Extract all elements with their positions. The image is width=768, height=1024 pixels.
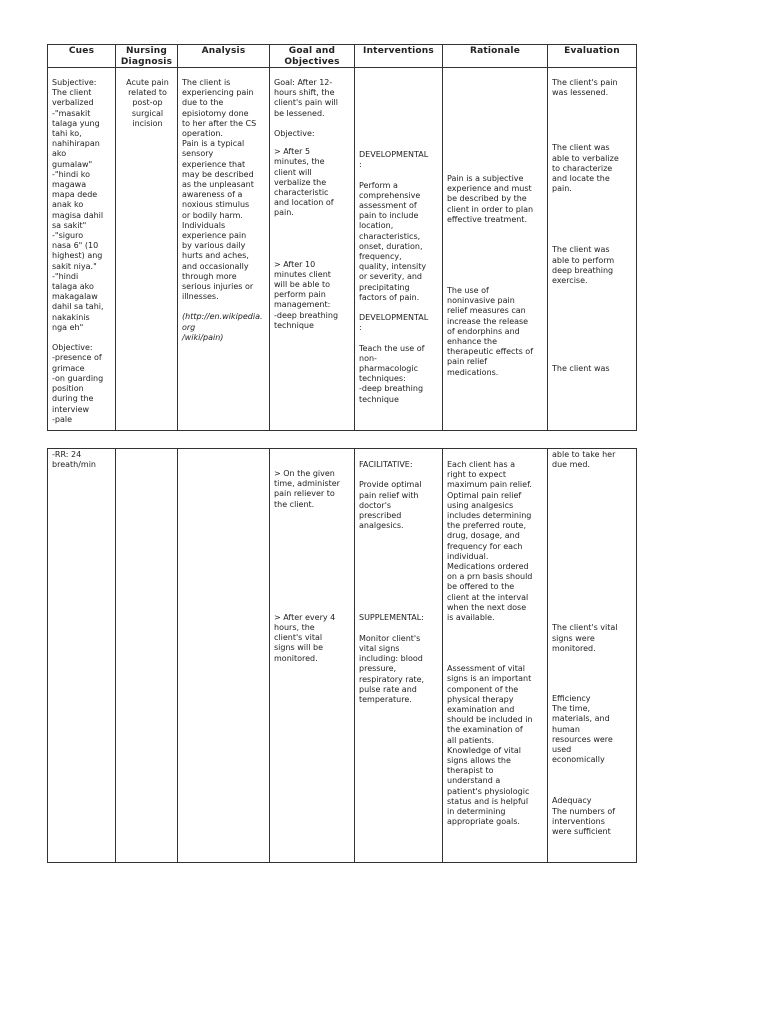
intervention-4: SUPPLEMENTAL: Monitor client's vital signs including: blood pressure, respiratory rate, pulse rate and temperature. [359,613,425,705]
analysis-cell [178,68,270,431]
header-nursing-diagnosis: Nursing Diagnosis [116,45,178,68]
evaluation-efficiency: Efficiency The time, materials, and human resources were used economically [552,694,613,765]
analysis-source: (http://en.wikipedia. org /wiki/pain) [182,312,263,342]
rationale-4: Assessment of vital signs is an important component of the physical therapy examination and should be included in the examination of all patients. Knowledge of vital signs allows the therapist to understand a patient's physiologic status and is helpful in determining appropriate goals. [447,664,533,827]
cues-text: -RR: 24 breath/min [52,450,97,470]
header-goal: Goal and Objectives [270,45,355,68]
evaluation-cell [548,68,637,431]
header-evaluation: Evaluation [548,45,637,68]
table-row [48,68,637,431]
evaluation-3: The client was able to perform deep breathing exercise. [552,245,615,286]
goal-cell [270,449,355,863]
goal-objective-2: > After 10 minutes client will be able to perform pain management: -deep breathing technique [274,259,339,330]
rationale-2: The use of noninvasive pain relief measures can increase the release of endorphins and enhance the therapeutic effects of pain relief medications. [447,286,534,377]
care-plan-table-page1 [47,44,637,431]
nursing-diagnosis-cell [116,68,178,431]
goal-main: Goal: After 12- hours shift, the client's pain will be lessened. Objective: [274,78,338,139]
intervention-3: FACILITATIVE: Provide optimal pain relief with doctor's prescribed analgesics. [359,460,422,531]
cues-cell [48,68,116,431]
care-plan-table-page2 [47,448,637,863]
evaluation-adequacy: Adequacy The numbers of interventions were sufficient [552,796,616,837]
rationale-3: Each client has a right to expect maximum pain relief. Optimal pain relief using analgesics includes determining the preferred route, drug, dosage, and frequency for each individual. Medications ordered on a prn basis should be offered to the client at the interval when the next dose is available. [447,460,533,623]
cues-cell [48,449,116,863]
evaluation-1: The client's pain was lessened. [552,78,618,98]
interventions-cell [355,449,443,863]
nursing-diagnosis-text: Acute pain related to post-op surgical incision [126,78,169,128]
evaluation-4: The client was [552,364,610,374]
goal-objective-1: > After 5 minutes, the client will verbalize the characteristic and location of pain. [274,147,334,218]
interventions-cell [355,68,443,431]
goal-objective-3: > On the given time, administer pain reliever to the client. [274,469,340,509]
rationale-cell [443,68,548,431]
analysis-text: The client is experiencing pain due to the episiotomy done to her after the CS operation. Pain is a typical sensory experience that may be described as the unpleasant awareness of a noxious stimulus or bodily harm. Individuals experience pain by various daily hurts and aches, and occasionally through more serious injuries or illnesses. [182,78,257,302]
evaluation-cell [548,449,637,863]
header-row [48,45,637,68]
rationale-1: Pain is a subjective experience and must be described by the client in order to plan effective treatment. [447,174,534,224]
cues-text: Subjective: The client verbalized -"masakit talaga yung tahi ko, nahihirapan ako gumalaw" -"hindi ko magawa mapa dede anak ko magisa dahil sa sakit" -"siguro nasa 6" (10 highest) ang sakit niya." -"hindi talaga ako makagalaw dahil sa tahi, nakakinis nga eh" Objective: -presence of grimace -on guarding position during the interview -pale [52,78,104,424]
goal-cell [270,68,355,431]
goal-objective-4: > After every 4 hours, the client's vital signs will be monitored. [274,612,336,663]
intervention-2: DEVELOPMENTAL : Teach the use of non- pharmacologic techniques: -deep breathing technique [359,313,429,404]
table-row [48,449,637,863]
evaluation-vital-signs: The client's vital signs were monitored. [552,623,618,653]
analysis-cell [178,449,270,863]
intervention-1: DEVELOPMENTAL : Perform a comprehensive assessment of pain to include location, characteristics, onset, duration, frequency, quality, intensity or severity, and precipitating factors of pain. [359,150,429,302]
header-cues: Cues [48,45,116,68]
rationale-cell [443,449,548,863]
evaluation-continued: able to take her due med. [552,450,616,470]
header-analysis: Analysis [178,45,270,68]
header-interventions: Interventions [355,45,443,68]
nursing-diagnosis-cell [116,449,178,863]
evaluation-2: The client was able to verbalize to characterize and locate the pain. [552,143,619,194]
header-rationale: Rationale [443,45,548,68]
